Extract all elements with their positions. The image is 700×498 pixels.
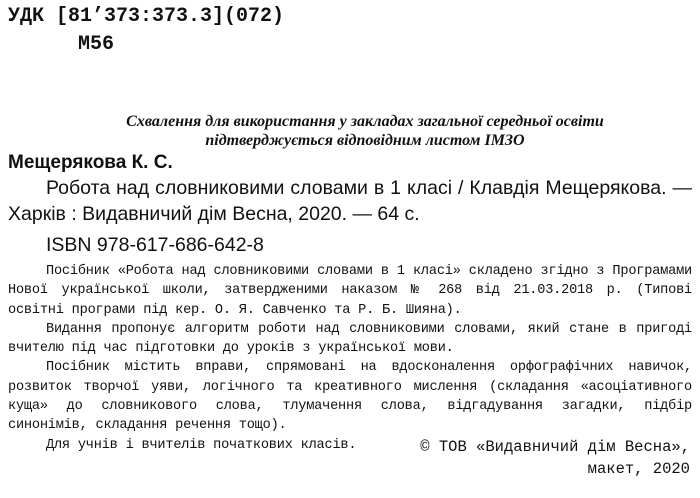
approval-note (40, 112, 690, 150)
approval-line-2: підтверджується відповідним листом ІМЗО (205, 132, 525, 149)
annotation-paragraph: Посібник містить вправи, спрямовані на вдосконалення орфографічних навичок, розвиток творчої уяви, логічного та креативного мислення (складання «асоціативного куща» до словникового слова, тлумачення слова, відгадування загадки, підбір синонімів, складання речення тощо). (8, 360, 692, 434)
copyright-line-2: макет, 2020 (587, 460, 690, 478)
copyright-line-1: © ТОВ «Видавничий дім Весна», (420, 438, 690, 456)
annotation (8, 262, 692, 455)
copyright-notice (420, 436, 690, 480)
isbn: ISBN 978-617-686-642-8 (46, 234, 264, 256)
annotation-paragraph: Посібник «Робота над словниковими словами в 1 класі» складено згідно з Програмами Нової української школи, затвердженими наказом № 268 від 21.03.2018 р. (Типові освітні програми під кер. О. Я. Савченко та Р. Б. Шияна). (8, 264, 692, 318)
author-name: Мещерякова К. С. (8, 152, 173, 173)
cutter-code: М56 (78, 33, 115, 56)
udc-code: УДК [81’373:373.3](072) (8, 5, 285, 28)
approval-line-1: Схвалення для використання у закладах загальної середньої освіти (126, 113, 604, 130)
annotation-paragraph: Для учнів і вчителів початкових класів. (46, 437, 357, 453)
bibliographic-description: Робота над словниковими словами в 1 класі / Клавдія Мещерякова. — Харків : Видавничий дім Весна, 2020. — 64 с. (8, 177, 692, 225)
annotation-paragraph: Видання пропонує алгоритм роботи над словниковими словами, який стане в пригоді вчителю під час підготовки до уроків з української мови. (8, 321, 692, 357)
